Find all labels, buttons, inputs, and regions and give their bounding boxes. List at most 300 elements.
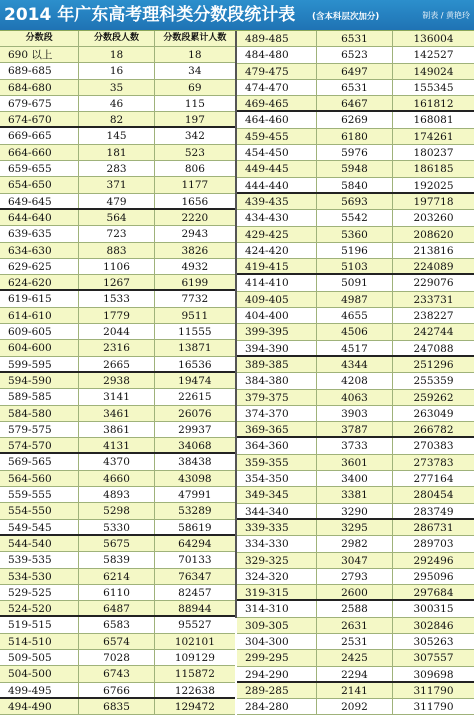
count-cell: 1106 <box>79 259 154 274</box>
score-range-cell: 489-485 <box>237 31 317 46</box>
count-cell: 723 <box>79 226 154 241</box>
count-cell: 7028 <box>79 650 154 665</box>
cumulative-cell: 53289 <box>178 505 212 518</box>
table-row <box>0 161 235 177</box>
cumulative-cell: 4932 <box>181 260 209 273</box>
score-range-cell: 669-665 <box>0 128 79 143</box>
right-table-column <box>237 31 474 714</box>
score-range-cell: 319-315 <box>237 585 317 599</box>
score-range-cell: 349-345 <box>237 487 317 502</box>
count-cell: 6531 <box>317 31 393 46</box>
score-range-cell: 574-570 <box>0 438 79 452</box>
count-cell: 6497 <box>317 64 393 79</box>
score-range-cell: 499-495 <box>0 683 79 697</box>
table-row <box>237 390 474 406</box>
count-cell: 4987 <box>317 292 393 307</box>
cumulative-cell: 251296 <box>413 358 454 371</box>
count-cell: 6574 <box>79 634 154 649</box>
cumulative-cell: 255359 <box>413 375 454 388</box>
table-row <box>237 667 474 683</box>
score-range-cell: 649-645 <box>0 194 79 208</box>
count-cell: 2631 <box>317 618 393 633</box>
score-range-cell: 409-405 <box>237 292 317 307</box>
score-range-cell: 364-360 <box>237 438 317 453</box>
table-row <box>0 666 235 682</box>
table-row <box>237 601 474 617</box>
table-row <box>237 292 474 308</box>
table-row <box>0 503 235 519</box>
cumulative-cell: 136004 <box>413 33 454 45</box>
score-range-cell: 664-660 <box>0 145 79 160</box>
count-cell: 1533 <box>79 291 154 306</box>
count-cell: 6180 <box>317 129 393 144</box>
cumulative-cell: 273783 <box>413 456 454 469</box>
cumulative-cell: 270383 <box>413 440 454 453</box>
cumulative-cell: 186185 <box>413 163 454 176</box>
count-cell: 4131 <box>79 438 154 452</box>
count-cell: 181 <box>79 145 154 160</box>
count-cell: 82 <box>79 112 154 126</box>
cumulative-cell: 197718 <box>413 195 454 208</box>
cumulative-cell: 277164 <box>413 473 454 486</box>
score-range-cell: 684-680 <box>0 80 79 95</box>
title-credit: 制表 / 黄艳玲 <box>422 11 470 20</box>
table-row <box>0 617 235 633</box>
score-range-cell: 374-370 <box>237 406 317 421</box>
count-cell: 4063 <box>317 390 393 405</box>
score-range-cell: 594-590 <box>0 373 79 388</box>
count-cell: 5839 <box>79 552 154 567</box>
score-range-cell: 674-670 <box>0 112 79 126</box>
score-range-cell: 639-635 <box>0 226 79 241</box>
cumulative-cell: 259262 <box>413 391 454 404</box>
count-cell: 6531 <box>317 80 393 95</box>
score-range-cell: 689-685 <box>0 63 79 78</box>
count-cell: 6743 <box>79 666 154 681</box>
cumulative-cell: 280454 <box>413 489 454 502</box>
table-row <box>237 634 474 650</box>
score-range-cell: 544-540 <box>0 536 79 551</box>
score-range-cell: 339-335 <box>237 520 317 535</box>
score-range-cell: 494-490 <box>0 699 79 714</box>
count-cell: 4370 <box>79 454 154 469</box>
cumulative-cell: 168081 <box>413 114 454 127</box>
table-row <box>237 373 474 389</box>
score-range-cell: 354-350 <box>237 471 317 486</box>
count-cell: 3400 <box>317 471 393 486</box>
score-range-cell: 524-520 <box>0 601 79 615</box>
table-row <box>237 227 474 243</box>
count-cell: 3047 <box>317 553 393 568</box>
cumulative-cell: 142527 <box>413 49 454 62</box>
cumulative-cell: 292496 <box>413 554 454 567</box>
cumulative-cell: 95527 <box>178 619 212 632</box>
table-row <box>237 259 474 275</box>
cumulative-cell: 247088 <box>413 342 454 355</box>
table-row <box>0 601 235 617</box>
table-row <box>0 275 235 291</box>
table-row <box>0 194 235 210</box>
title-note: (含本科层次加分) <box>312 12 380 22</box>
count-cell: 2092 <box>317 699 393 714</box>
score-range-cell: 579-575 <box>0 422 79 437</box>
table-row <box>237 357 474 373</box>
score-range-cell: 404-400 <box>237 308 317 323</box>
table-row <box>237 324 474 340</box>
score-range-cell: 690 以上 <box>0 47 79 62</box>
cumulative-cell: 233731 <box>413 293 454 306</box>
cumulative-cell: 155345 <box>413 81 454 94</box>
score-range-cell: 419-415 <box>237 259 317 273</box>
cumulative-cell: 266782 <box>413 424 454 437</box>
table-row <box>237 47 474 63</box>
table-row <box>237 308 474 324</box>
score-range-cell: 294-290 <box>237 667 317 681</box>
cumulative-cell: 197 <box>184 114 205 127</box>
count-cell: 4660 <box>79 471 154 486</box>
score-range-cell: 514-510 <box>0 634 79 649</box>
cumulative-cell: 161812 <box>413 98 454 111</box>
table-row <box>237 129 474 145</box>
table-row <box>0 340 235 356</box>
score-range-cell: 569-565 <box>0 454 79 469</box>
cumulative-cell: 180237 <box>413 147 454 160</box>
table-row <box>0 634 235 650</box>
cumulative-cell: 208620 <box>413 228 454 241</box>
score-range-cell: 474-470 <box>237 80 317 95</box>
right-table-body <box>237 31 474 715</box>
table-row <box>0 210 235 226</box>
cumulative-cell: 19474 <box>178 374 212 387</box>
count-cell: 5196 <box>317 243 393 258</box>
table-row <box>237 275 474 291</box>
score-range-cell: 609-605 <box>0 324 79 339</box>
table-row <box>237 145 474 161</box>
table-row <box>0 259 235 275</box>
count-cell: 6835 <box>79 699 154 714</box>
cumulative-cell: 70133 <box>178 554 212 567</box>
table-row <box>237 650 474 666</box>
count-cell: 5542 <box>317 210 393 225</box>
table-row <box>237 618 474 634</box>
score-range-cell: 644-640 <box>0 210 79 225</box>
title-bar <box>0 0 474 30</box>
score-range-cell: 604-600 <box>0 340 79 355</box>
table-row <box>237 471 474 487</box>
count-cell: 2938 <box>79 373 154 388</box>
cumulative-cell: 102101 <box>174 635 215 648</box>
count-cell: 6467 <box>317 96 393 110</box>
count-cell: 5091 <box>317 275 393 290</box>
score-range-cell: 394-390 <box>237 341 317 355</box>
count-cell: 5976 <box>317 145 393 160</box>
cumulative-cell: 11555 <box>178 326 212 339</box>
score-range-cell: 539-535 <box>0 552 79 567</box>
score-range-cell: 459-455 <box>237 129 317 144</box>
count-cell: 2316 <box>79 340 154 355</box>
count-cell: 2294 <box>317 667 393 681</box>
count-cell: 4506 <box>317 324 393 339</box>
table-row <box>0 422 235 438</box>
score-range-cell: 414-410 <box>237 275 317 290</box>
table-row <box>237 80 474 96</box>
table-row <box>0 243 235 259</box>
cumulative-cell: 192025 <box>413 179 454 192</box>
count-cell: 564 <box>79 210 154 225</box>
count-cell: 2141 <box>317 683 393 698</box>
count-cell: 3141 <box>79 389 154 404</box>
count-cell: 5298 <box>79 503 154 518</box>
score-range-cell: 439-435 <box>237 194 317 209</box>
score-range-cell: 654-650 <box>0 177 79 192</box>
score-range-cell: 384-380 <box>237 373 317 388</box>
table-row <box>237 178 474 194</box>
score-range-cell: 359-355 <box>237 455 317 470</box>
cumulative-cell: 806 <box>184 163 205 176</box>
table-row <box>237 422 474 438</box>
cumulative-cell: 311790 <box>413 701 454 714</box>
left-table-column <box>0 31 237 713</box>
table-row <box>0 80 235 96</box>
cumulative-cell: 64294 <box>178 537 212 550</box>
header-score-range: 分数段 <box>0 31 79 46</box>
cumulative-cell: 115 <box>184 97 205 110</box>
table-row <box>0 308 235 324</box>
score-range-cell: 289-285 <box>237 683 317 698</box>
cumulative-cell: 309698 <box>413 668 454 681</box>
score-range-cell: 314-310 <box>237 601 317 616</box>
cumulative-cell: 174261 <box>413 130 454 143</box>
score-range-cell: 469-465 <box>237 96 317 110</box>
cumulative-cell: 307557 <box>413 652 454 665</box>
count-cell: 3381 <box>317 487 393 502</box>
table-row <box>0 585 235 601</box>
count-cell: 4655 <box>317 308 393 323</box>
count-cell: 2588 <box>317 601 393 616</box>
table-row <box>237 683 474 699</box>
score-range-cell: 589-585 <box>0 389 79 404</box>
cumulative-cell: 213816 <box>413 244 454 257</box>
cumulative-cell: 238227 <box>413 310 454 323</box>
cumulative-cell: 69 <box>188 81 202 94</box>
count-cell: 2531 <box>317 634 393 649</box>
cumulative-cell: 311790 <box>413 684 454 697</box>
count-cell: 2425 <box>317 650 393 665</box>
table-row <box>237 504 474 520</box>
count-cell: 46 <box>79 96 154 111</box>
cumulative-cell: 34 <box>188 65 202 78</box>
count-cell: 4208 <box>317 373 393 388</box>
cumulative-cell: 122638 <box>174 684 215 697</box>
count-cell: 883 <box>79 243 154 258</box>
count-cell: 3903 <box>317 406 393 421</box>
cumulative-cell: 300315 <box>413 603 454 616</box>
cumulative-cell: 523 <box>184 146 205 159</box>
score-range-cell: 554-550 <box>0 503 79 518</box>
table-row <box>0 454 235 470</box>
table-row <box>237 194 474 210</box>
score-range-cell: 634-630 <box>0 243 79 258</box>
cumulative-cell: 6199 <box>181 277 209 290</box>
score-range-cell: 449-445 <box>237 161 317 176</box>
cumulative-cell: 13871 <box>178 342 212 355</box>
table-row <box>0 226 235 242</box>
table-row <box>237 341 474 357</box>
table-row <box>0 63 235 79</box>
table-row <box>237 569 474 585</box>
count-cell: 3601 <box>317 455 393 470</box>
table-row <box>0 438 235 454</box>
table-row <box>0 406 235 422</box>
table-row <box>0 471 235 487</box>
score-range-cell: 389-385 <box>237 357 317 372</box>
count-cell: 3295 <box>317 520 393 535</box>
table-row <box>237 438 474 454</box>
cumulative-cell: 129472 <box>174 700 215 713</box>
score-range-cell: 504-500 <box>0 666 79 681</box>
table-row <box>0 47 235 63</box>
score-range-cell: 379-375 <box>237 390 317 405</box>
cumulative-cell: 26076 <box>178 407 212 420</box>
score-range-cell: 309-305 <box>237 618 317 633</box>
count-cell: 479 <box>79 194 154 208</box>
cumulative-cell: 289703 <box>413 538 454 551</box>
cumulative-cell: 29937 <box>178 423 212 436</box>
table-row <box>0 291 235 307</box>
cumulative-cell: 263049 <box>413 407 454 420</box>
cumulative-cell: 9511 <box>181 309 209 322</box>
cumulative-cell: 2220 <box>181 211 209 224</box>
cumulative-cell: 224089 <box>413 261 454 274</box>
cumulative-cell: 305263 <box>413 635 454 648</box>
table-row <box>237 31 474 47</box>
table-row <box>0 569 235 585</box>
table-row <box>0 373 235 389</box>
score-range-cell: 304-300 <box>237 634 317 649</box>
score-range-cell: 299-295 <box>237 650 317 665</box>
score-range-cell: 679-675 <box>0 96 79 111</box>
count-cell: 3461 <box>79 406 154 421</box>
table-row <box>0 520 235 536</box>
cumulative-cell: 2943 <box>181 228 209 241</box>
score-range-cell: 484-480 <box>237 47 317 62</box>
table-row <box>0 96 235 112</box>
table-row <box>0 145 235 161</box>
score-range-cell: 429-425 <box>237 227 317 242</box>
count-cell: 3861 <box>79 422 154 437</box>
score-range-cell: 519-515 <box>0 617 79 632</box>
cumulative-cell: 22615 <box>178 391 212 404</box>
cumulative-cell: 3826 <box>181 244 209 257</box>
table-row <box>0 177 235 193</box>
cumulative-cell: 297684 <box>413 587 454 600</box>
table-row <box>0 536 235 552</box>
cumulative-cell: 203260 <box>413 212 454 225</box>
table-row <box>0 128 235 144</box>
score-range-cell: 659-655 <box>0 161 79 176</box>
cumulative-cell: 302846 <box>413 619 454 632</box>
table-row <box>237 210 474 226</box>
table-row <box>0 487 235 503</box>
count-cell: 1779 <box>79 308 154 323</box>
score-range-cell: 479-475 <box>237 64 317 79</box>
count-cell: 3733 <box>317 438 393 453</box>
count-cell: 5693 <box>317 194 393 209</box>
cumulative-cell: 16536 <box>178 358 212 371</box>
page-title: 2014 年广东高考理科类分数段统计表 <box>4 5 296 25</box>
table-row <box>237 96 474 112</box>
count-cell: 2044 <box>79 324 154 339</box>
cumulative-cell: 342 <box>184 130 205 143</box>
left-table-body <box>0 47 235 715</box>
table-row <box>0 389 235 405</box>
table-row <box>0 357 235 373</box>
count-cell: 5675 <box>79 536 154 551</box>
cumulative-cell: 43098 <box>178 472 212 485</box>
cumulative-cell: 7732 <box>181 293 209 306</box>
score-range-cell: 424-420 <box>237 243 317 258</box>
count-cell: 6766 <box>79 683 154 697</box>
score-table <box>0 30 474 714</box>
count-cell: 2665 <box>79 357 154 371</box>
score-range-cell: 454-450 <box>237 145 317 160</box>
count-cell: 2982 <box>317 536 393 551</box>
table-row <box>237 455 474 471</box>
count-cell: 4344 <box>317 357 393 372</box>
table-row <box>0 552 235 568</box>
count-cell: 6583 <box>79 617 154 632</box>
count-cell: 16 <box>79 63 154 78</box>
score-range-cell: 629-625 <box>0 259 79 274</box>
table-row <box>237 585 474 601</box>
table-row <box>237 161 474 177</box>
cumulative-cell: 229076 <box>413 277 454 290</box>
score-range-cell: 434-430 <box>237 210 317 225</box>
table-row <box>237 406 474 422</box>
count-cell: 5840 <box>317 178 393 192</box>
cumulative-cell: 109129 <box>174 651 215 664</box>
count-cell: 18 <box>79 47 154 62</box>
score-range-cell: 399-395 <box>237 324 317 339</box>
cumulative-cell: 38438 <box>178 456 212 469</box>
score-range-cell: 284-280 <box>237 699 317 714</box>
score-range-cell: 509-505 <box>0 650 79 665</box>
table-row <box>237 520 474 536</box>
table-row <box>237 243 474 259</box>
score-range-cell: 329-325 <box>237 553 317 568</box>
score-range-cell: 624-620 <box>0 275 79 289</box>
cumulative-cell: 88944 <box>178 603 212 616</box>
count-cell: 4517 <box>317 341 393 355</box>
cumulative-cell: 76347 <box>178 570 212 583</box>
cumulative-cell: 82457 <box>178 586 212 599</box>
score-range-cell: 324-320 <box>237 569 317 584</box>
cumulative-cell: 242744 <box>413 326 454 339</box>
count-cell: 1267 <box>79 275 154 289</box>
score-range-cell: 599-595 <box>0 357 79 371</box>
header-cumulative: 分数段累计人数 <box>163 33 227 43</box>
table-row <box>237 64 474 80</box>
table-row <box>237 553 474 569</box>
table-row <box>237 487 474 503</box>
cumulative-cell: 1177 <box>181 179 209 192</box>
count-cell: 35 <box>79 80 154 95</box>
count-cell: 3290 <box>317 504 393 518</box>
cumulative-cell: 34068 <box>178 440 212 453</box>
count-cell: 4893 <box>79 487 154 502</box>
table-row <box>0 324 235 340</box>
score-range-cell: 559-555 <box>0 487 79 502</box>
